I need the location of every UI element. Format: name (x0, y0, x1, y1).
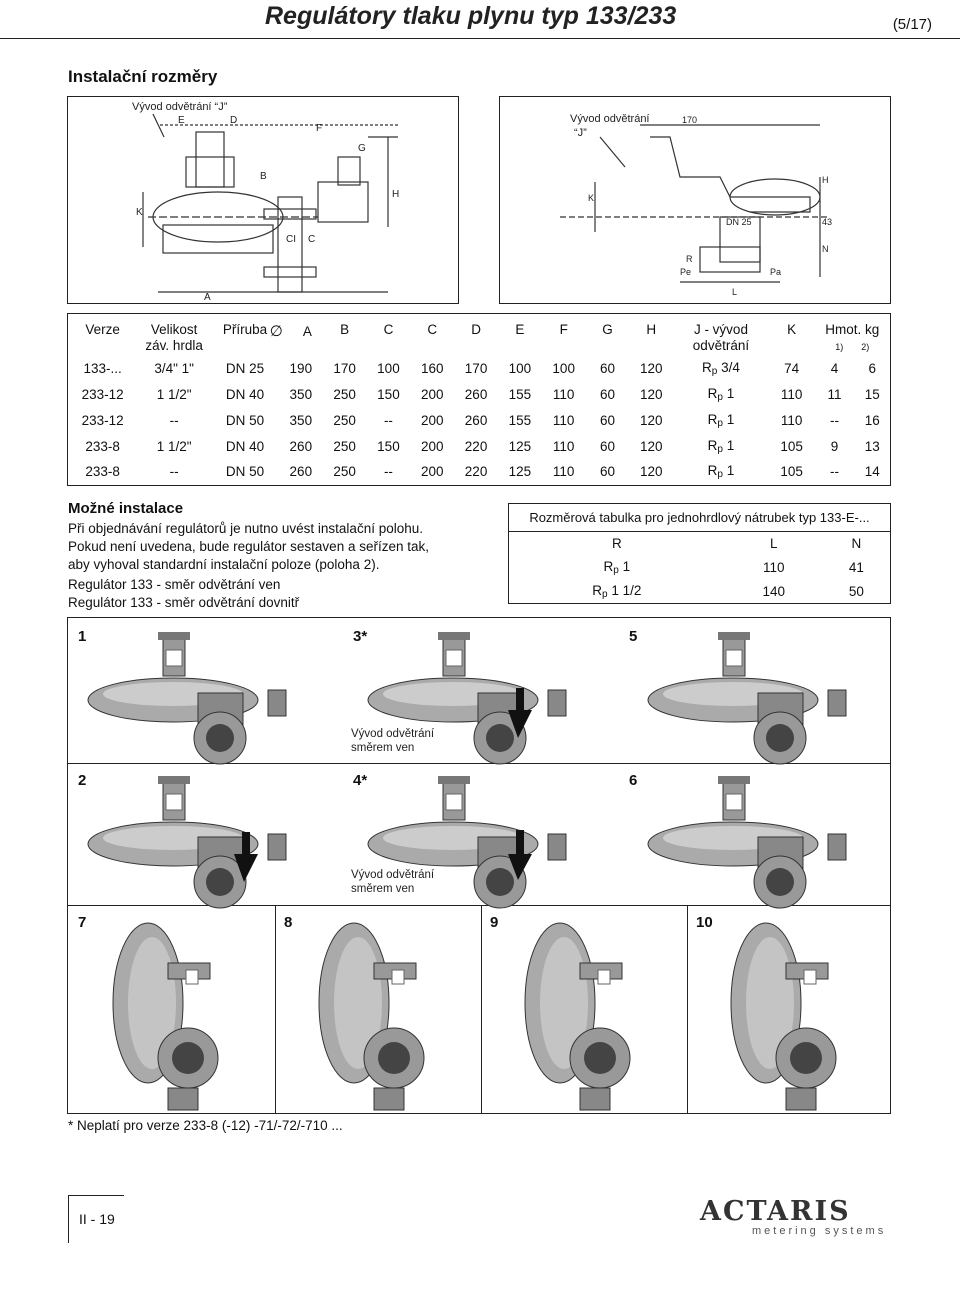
vent-caption-3: Vývod odvětrání směrem ven (351, 728, 435, 754)
installation-positions-grid (67, 617, 891, 1114)
dim-43: 43 (822, 217, 833, 227)
cell-dim: 60 (599, 412, 615, 428)
cell-mass-1: -- (830, 412, 839, 428)
nozzle-header-l: L (769, 536, 778, 552)
cell-k: 110 (780, 386, 803, 402)
cell-dim: 260 (464, 412, 488, 428)
position-6-number: 6 (629, 772, 638, 789)
cell-dim: 260 (289, 438, 313, 454)
logo-name: ACTARIS (700, 1196, 851, 1227)
cell-dim: 125 (508, 438, 532, 454)
cell-dim: 200 (420, 386, 444, 402)
cell-mass-1: 4 (830, 360, 839, 376)
cell-vent: $R_p$ 1 (707, 437, 735, 455)
cell-dim: 220 (464, 464, 488, 480)
cell-mass-2: 6 (868, 360, 876, 376)
cell-velikost: -- (169, 464, 179, 480)
drawing-right (499, 96, 891, 304)
regulator-drawing-left (68, 97, 460, 305)
table-row (68, 407, 891, 433)
section-title: Instalační rozměry (68, 67, 218, 86)
cell-dim: 170 (464, 360, 488, 376)
cell-dim: 350 (289, 412, 313, 428)
header-f: F (559, 322, 568, 337)
cell-dim: 250 (333, 386, 356, 402)
cell-dim: 60 (599, 360, 615, 376)
actaris-logo (700, 1196, 886, 1237)
header-hmot: Hmot. kg 1) 2) (825, 322, 880, 352)
cell-dim: 60 (599, 464, 615, 480)
cell-dim: 125 (508, 464, 532, 480)
header-j: J - vývod odvětrání (692, 322, 750, 353)
cell-r: $R_p$ 1 (603, 559, 631, 576)
cell-velikost: -- (169, 412, 179, 428)
dim-dn25: DN 25 (726, 217, 752, 227)
installations-p1: Při objednávání regulátorů je nutno uvést instalační polohu. (68, 521, 423, 536)
table-row (509, 580, 891, 604)
footnote: * Neplatí pro verze 233-8 (-12) -71/-72/-710 ... (68, 1118, 343, 1133)
position-9-number: 9 (490, 914, 499, 931)
position-8-number: 8 (284, 914, 293, 931)
dim-letter-r: R (686, 254, 693, 264)
cell-dim: 120 (639, 464, 663, 480)
cell-k: 110 (780, 412, 803, 428)
vent-label-right-2: “J” (574, 127, 587, 139)
dim-letter-d: D (230, 115, 238, 126)
cell-n: 50 (848, 583, 864, 599)
dim-letter-n: N (822, 244, 829, 254)
cell-n: 41 (848, 560, 864, 575)
dim-letter-g: G (358, 143, 366, 154)
cell-vent: $R_p$ 1 (707, 385, 735, 403)
nozzle-table-caption: Rozměrová tabulka pro jednohrdlový nátrubek typ 133-E-... (509, 504, 891, 532)
cell-velikost: 1 1/2" (156, 438, 192, 454)
cell-velikost: 3/4" 1" (154, 360, 194, 376)
dimension-table (67, 313, 891, 486)
page-title: Regulátory tlaku plynu typ 133/233 (265, 2, 677, 30)
table-row (509, 556, 891, 580)
dim-letter-a: A (204, 292, 211, 303)
nozzle-dimension-table (508, 503, 891, 604)
cell-dim: 200 (420, 412, 444, 428)
cell-l: 110 (762, 560, 785, 575)
cell-dim: 120 (639, 438, 663, 454)
installations-p2b: aby vyhoval standardní instalační poloze (poloha 2). (68, 557, 380, 572)
dim-170: 170 (682, 115, 698, 125)
dim-letter-f: F (316, 123, 323, 134)
cell-dim: 250 (333, 464, 356, 480)
diameter-icon: ∅ (269, 323, 283, 340)
dim-letter-c: C (308, 234, 316, 245)
cell-dim: 150 (377, 438, 400, 454)
cell-dim: 60 (599, 386, 615, 402)
page-number: II - 19 (68, 1195, 124, 1243)
installations-p3a: Regulátor 133 - směr odvětrání ven (68, 577, 281, 592)
cell-mass-2: 15 (864, 386, 880, 402)
installations-p2a: Pokud není uvedena, bude regulátor sestaven a seřízen tak, (68, 539, 429, 554)
position-4-number: 4* (353, 772, 368, 789)
table-row (68, 381, 891, 407)
header-g: G (602, 322, 613, 337)
installations-title: Možné instalace (68, 500, 184, 517)
cell-dim: 100 (552, 360, 575, 376)
cell-priruba: DN 50 (225, 412, 265, 428)
cell-mass-2: 13 (864, 438, 880, 454)
page-reference: (5/17) (892, 16, 932, 33)
table-row (68, 459, 891, 485)
vent-label-left: Vývod odvětrání “J” (132, 101, 228, 113)
header-b: B (340, 322, 350, 337)
label-pe: Pe (680, 267, 692, 277)
cell-dim: 150 (377, 386, 400, 402)
cell-k: 74 (784, 360, 800, 376)
cell-priruba: DN 50 (225, 464, 265, 480)
cell-dim: 200 (420, 438, 444, 454)
cell-dim: 110 (552, 412, 575, 428)
dim-letter-h: H (392, 189, 400, 200)
cell-dim: 120 (639, 412, 663, 428)
dim-letter-l: L (732, 287, 738, 297)
nozzle-header-r: R (611, 536, 622, 552)
position-1-number: 1 (78, 628, 87, 645)
table-header (68, 314, 891, 356)
cell-vent: $R_p$ 3/4 (702, 359, 740, 377)
vent-caption-4: Vývod odvětrání směrem ven (351, 869, 435, 895)
cell-l: 140 (762, 583, 785, 599)
vent-label-right-1: Vývod odvětrání (570, 113, 650, 125)
cell-dim: 190 (289, 360, 313, 376)
cell-dim: 260 (464, 386, 488, 402)
cell-mass-2: 14 (864, 464, 880, 480)
header-k: K (787, 322, 797, 337)
regulator-drawing-right (500, 97, 892, 305)
header-a: ∅ A (269, 323, 312, 340)
cell-dim: 110 (552, 386, 575, 402)
cell-priruba: DN 40 (225, 438, 265, 454)
dim-letter-k: K (136, 207, 143, 218)
cell-dim: 100 (508, 360, 532, 376)
installations-p3b: Regulátor 133 - směr odvětrání dovnitř (68, 595, 300, 610)
header-h: H (646, 322, 657, 337)
drawing-left (67, 96, 459, 304)
cell-mass-1: 11 (827, 386, 842, 402)
cell-dim: 120 (639, 386, 663, 402)
nozzle-header-n: N (851, 536, 862, 552)
cell-dim: 260 (289, 464, 313, 480)
dim-letter-h-right: H (822, 175, 829, 185)
dim-letter-b: B (260, 171, 267, 182)
cell-vent: $R_p$ 1 (707, 463, 735, 481)
position-7-number: 7 (78, 914, 87, 931)
cell-dim: 160 (420, 360, 444, 376)
cell-dim: 220 (464, 438, 488, 454)
dim-letter-ci: CI (286, 234, 296, 245)
header-e: E (515, 322, 525, 337)
cell-verze: 233-8 (85, 438, 120, 454)
position-5-number: 5 (629, 628, 638, 645)
cell-verze: 233-8 (85, 464, 120, 480)
cell-dim: 155 (508, 412, 532, 428)
table-row (68, 433, 891, 459)
cell-dim: 250 (333, 438, 356, 454)
logo-subtitle: metering systems (752, 1225, 887, 1237)
cell-priruba: DN 25 (225, 360, 265, 376)
header-c: C (383, 322, 394, 337)
table-row (68, 355, 891, 381)
label-pa: Pa (770, 267, 782, 277)
cell-velikost: 1 1/2" (156, 386, 192, 402)
cell-priruba: DN 40 (225, 386, 265, 402)
dim-letter-e: E (178, 115, 185, 126)
position-3-number: 3* (353, 628, 368, 645)
cell-dim: 155 (508, 386, 532, 402)
cell-mass-1: 9 (830, 438, 839, 454)
regulator-photos (68, 618, 890, 1113)
cell-vent: $R_p$ 1 (707, 411, 735, 429)
cell-mass-1: -- (830, 464, 839, 480)
cell-dim: 110 (552, 438, 575, 454)
cell-dim: 350 (289, 386, 313, 402)
cell-mass-2: 16 (864, 412, 880, 428)
header-verze: Verze (85, 322, 120, 337)
cell-dim: 60 (599, 438, 615, 454)
cell-verze: 133-... (83, 360, 122, 376)
cell-dim: 250 (333, 412, 356, 428)
header-rule (0, 38, 960, 39)
header-priruba: Příruba (222, 322, 268, 337)
header-d: D (471, 322, 481, 337)
header-velikost: Velikost záv. hrdla (145, 322, 203, 353)
cell-dim: 120 (639, 360, 663, 376)
dim-letter-k-right: K (588, 193, 595, 203)
position-2-number: 2 (78, 772, 87, 789)
header-c2: C (427, 322, 438, 337)
cell-verze: 233-12 (81, 412, 124, 428)
cell-dim: 200 (420, 464, 444, 480)
cell-dim: 170 (333, 360, 356, 376)
cell-k: 105 (780, 464, 803, 480)
cell-dim: -- (383, 464, 393, 480)
cell-dim: 110 (552, 464, 575, 480)
cell-verze: 233-12 (81, 386, 124, 402)
cell-dim: -- (383, 412, 393, 428)
cell-r: $R_p$ 1 1/2 (592, 582, 642, 600)
cell-k: 105 (780, 438, 803, 454)
position-10-number: 10 (696, 914, 713, 931)
cell-dim: 100 (377, 360, 400, 376)
